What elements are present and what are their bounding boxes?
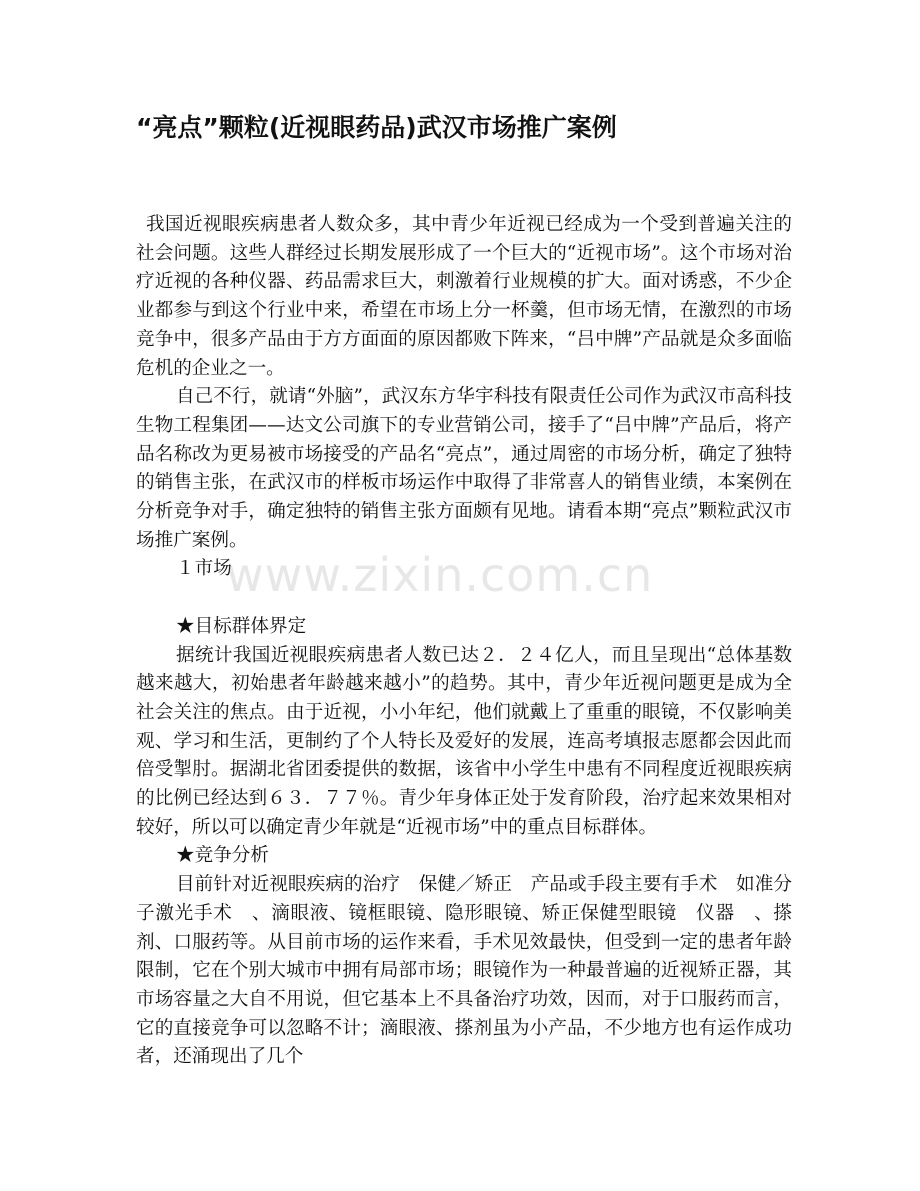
paragraph-target-group: 据统计我国近视眼疾病患者人数已达２．２４亿人，而且呈现出“总体基数越来越大，初始患者年龄越来越小”的趋势。其中，青少年近视问题更是成为全社会关注的焦点。由于近视，小小年纪，他们就戴上了重重的眼镜，不仅影响美观、学习和生活，更制约了个人特长及爱好的发展，连高考填报志愿都会因此而倍受掣肘。据湖北省团委提供的数据，该省中小学生中患有不同程度近视眼疾病的比例已经达到６３．７７％。青少年身体正处于发育阶段，治疗起来效果相对较好，所以可以确定青少年就是“近视市场”中的重点目标群体。 xyxy=(136,644,792,838)
document-title: “亮点”颗粒(近视眼药品)武汉市场推广案例 xyxy=(136,113,617,142)
paragraph-agency: 自己不行，就请“外脑”，武汉东方华宇科技有限责任公司作为武汉市高科技生物工程集团——达文公司旗下的专业营销公司，接手了“吕中牌”产品后，将产品名称改为更易被市场接受的产品名“亮点”，通过周密的市场分析，确定了独特的销售主张，在武汉市的样板市场运作中取得了非常喜人的销售业绩，本案例在分析竞争对手，确定独特的销售主张方面颇有见地。请看本期“亮点”颗粒武汉市场推广案例。 xyxy=(136,386,792,551)
subheading-competition: ★竞争分析 xyxy=(176,845,269,867)
paragraph-competition: 目前针对近视眼疾病的治疗 保健／矫正 产品或手段主要有手术 如准分子激光手术 、滴眼液、镜框眼镜、隐形眼镜、矫正保健型眼镜 仪器 、搽剂、口服药等。从目前市场的运作来看，手术见效最快，但受到一定的患者年龄限制，它在个别大城市中拥有局部市场；眼镜作为一种最普遍的近视矫正器，其市场容量之大自不用说，但它基本上不具备治疗功效，因而，对于口服药而言，它的直接竞争可以忽略不计；滴眼液、搽剂虽为小产品，不少地方也有运作成功者，还涌现出了几个 xyxy=(136,874,792,1068)
watermark-text: www.zixin.com.cn xyxy=(226,548,654,602)
section-heading-market: １市场 xyxy=(176,558,232,580)
subheading-target-group: ★目标群体界定 xyxy=(176,615,307,637)
document-body xyxy=(136,211,792,1072)
section-spacer xyxy=(136,584,792,613)
paragraph-intro: 我国近视眼疾病患者人数众多，其中青少年近视已经成为一个受到普遍关注的社会问题。这些人群经过长期发展形成了一个巨大的“近视市场”。这个市场对治疗近视的各种仪器、药品需求巨大，刺激着行业规模的扩大。面对诱惑，不少企业都参与到这个行业中来，希望在市场上分一杯羹，但市场无情，在激烈的市场竞争中，很多产品由于方方面面的原因都败下阵来，“吕中牌”产品就是众多面临危机的企业之一。 xyxy=(136,214,792,379)
